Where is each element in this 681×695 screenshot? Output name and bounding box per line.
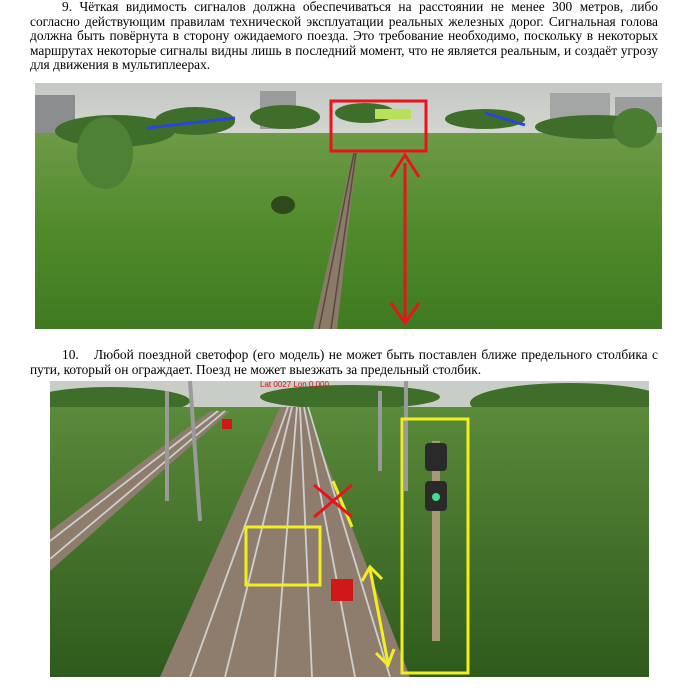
distant-signal: [375, 109, 411, 119]
signal-head-top: [425, 443, 447, 471]
bush: [271, 196, 295, 214]
paragraph-text: Любой поездной светофор (его модель) не может быть поставлен ближе предельного столбика с пути, который он ограждает. Поезд не может выезжать за предельный столбик.: [30, 347, 658, 377]
tree: [77, 117, 133, 189]
distant-signal: [222, 419, 232, 429]
figure-signal-visibility: [35, 83, 662, 329]
paragraph-number: 10.: [62, 347, 79, 362]
green-light: [432, 493, 440, 501]
paragraph-10: [30, 348, 658, 377]
paragraph-9: 9. Чёткая видимость сигналов должна обеспечиваться на расстоянии не менее 300 метров, либо согласно действующим правилам технической эксплуатации реальных железных дорог. Сигнальная голова должна быть повёрнута в сторону ожидаемого поезда. Это требование необходимо, поскольку в некоторых маршрутах некоторые сигналы видны лишь в последний момент, что не является реальным, и создаёт угрозу для движения в мультиплеерах.: [30, 0, 658, 73]
figure-fouling-point: [50, 381, 649, 677]
coordinates-readout: Lat 0027 Lon 0.000: [260, 381, 329, 389]
signal-marker: [331, 579, 353, 601]
tree: [613, 108, 657, 148]
